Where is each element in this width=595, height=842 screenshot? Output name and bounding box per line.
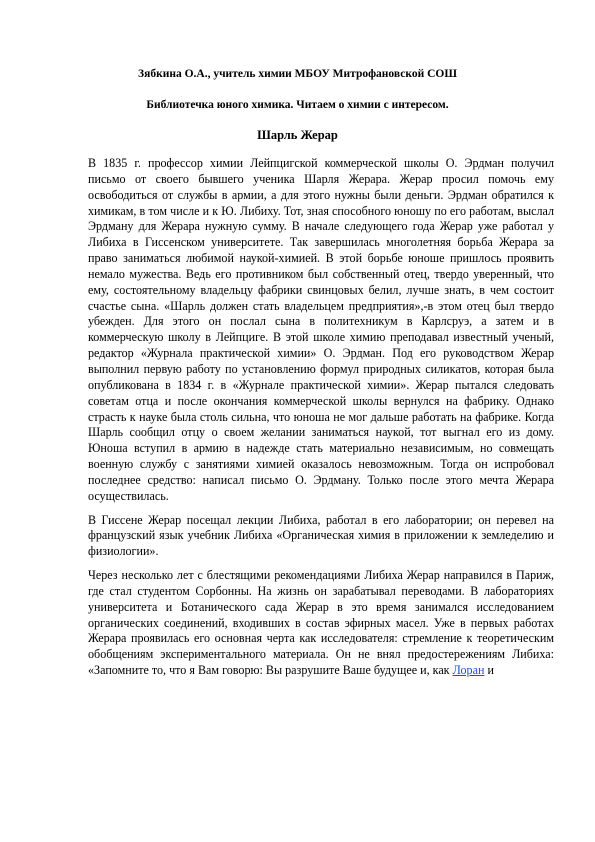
author-line: Зябкина О.А., учитель химии МБОУ Митрофановской СОШ	[138, 68, 457, 80]
paragraph-3-tail: и	[487, 663, 494, 678]
paragraph-3-text: Через несколько лет с блестящими рекомендациями Либиха Жерар направился в Париж, где стал студентом Сорбонны. На жизнь он зарабатывал переводами. В лабораториях университета и Ботанического сада Жерар в это время занимался исследованием органических соединений, входивших в состав эфирных масел. Уже в первых работах Жерара проявилась его основная черта как исследователя: стремление к теоретическим обобщениям экспериментального материала. Он не внял предостережениям Либиха: «Запомните то, что я Вам говорю: Вы разрушите Ваше будущее и, как	[88, 568, 554, 678]
document-body	[88, 156, 554, 687]
loran-link[interactable]: Лоран	[452, 663, 485, 678]
paragraph-1: В 1835 г. профессор химии Лейпцигской коммерческой школы О. Эрдман получил письмо от своего бывшего ученика Шарля Жерара. Жерар просил помочь ему освободиться от службы в армии, а для этого нужны были деньги. Эрдман обратился к химикам, в том числе и к Ю. Либиху. Тот, зная способного юношу по его работам, выслал Эрдману для Жерара нужную сумму. В начале следующего года Жерар уже работал у Либиха в Гиссенском университете. Так завершилась многолетняя борьба Жерара за право заниматься любимой наукой-химией. В этой борьбе юноше пришлось проявить немало мужества. Ведь его противником был собственный отец, твердо уверенный, что ему, состоятельному владельцу фабрики свинцовых белил, лучше знать, в чем состоит счастье сына. «Шарль должен стать владельцем предприятия»,-в этом отец был твердо убежден. Для этого он послал сына в политехникум в Карлсруэ, а затем и в коммерческую школу в Лейпциге. В этой школе химию преподавал известный ученый, редактор «Журнала практической химии» О. Эрдман. Под его руководством Жерар выполнил первую работу по установлению формул природных силикатов, которая была опубликована в 1834 г. в «Журнале практической химии». Жерар пытался следовать советам отца и после окончания коммерческой школы вернулся на фабрику. Однако страсть к науке была столь сильна, что юноша не мог дальше работать на фабрике. Когда Шарль сообщил отцу о своем желании заниматься наукой, тот выгнал его из дому. Юноша вступил в армию в надежде стать материально независимым, но совмещать военную службу с занятиями химией оказалось невозможным. Тогда он испробовал последнее средство: написал письмо О. Эрдману. Только после этого мечта Жерара осуществилась.	[88, 156, 554, 503]
document-title: Шарль Жерар	[257, 128, 338, 142]
paragraph-3	[88, 568, 554, 679]
series-line: Библиотечка юного химика. Читаем о химии с интересом.	[146, 99, 449, 111]
paragraph-2: В Гиссене Жерар посещал лекции Либиха, работал в его лаборатории; он перевел на французский язык учебник Либиха «Органическая химия в приложении к земледелию и физиологии».	[88, 512, 554, 559]
